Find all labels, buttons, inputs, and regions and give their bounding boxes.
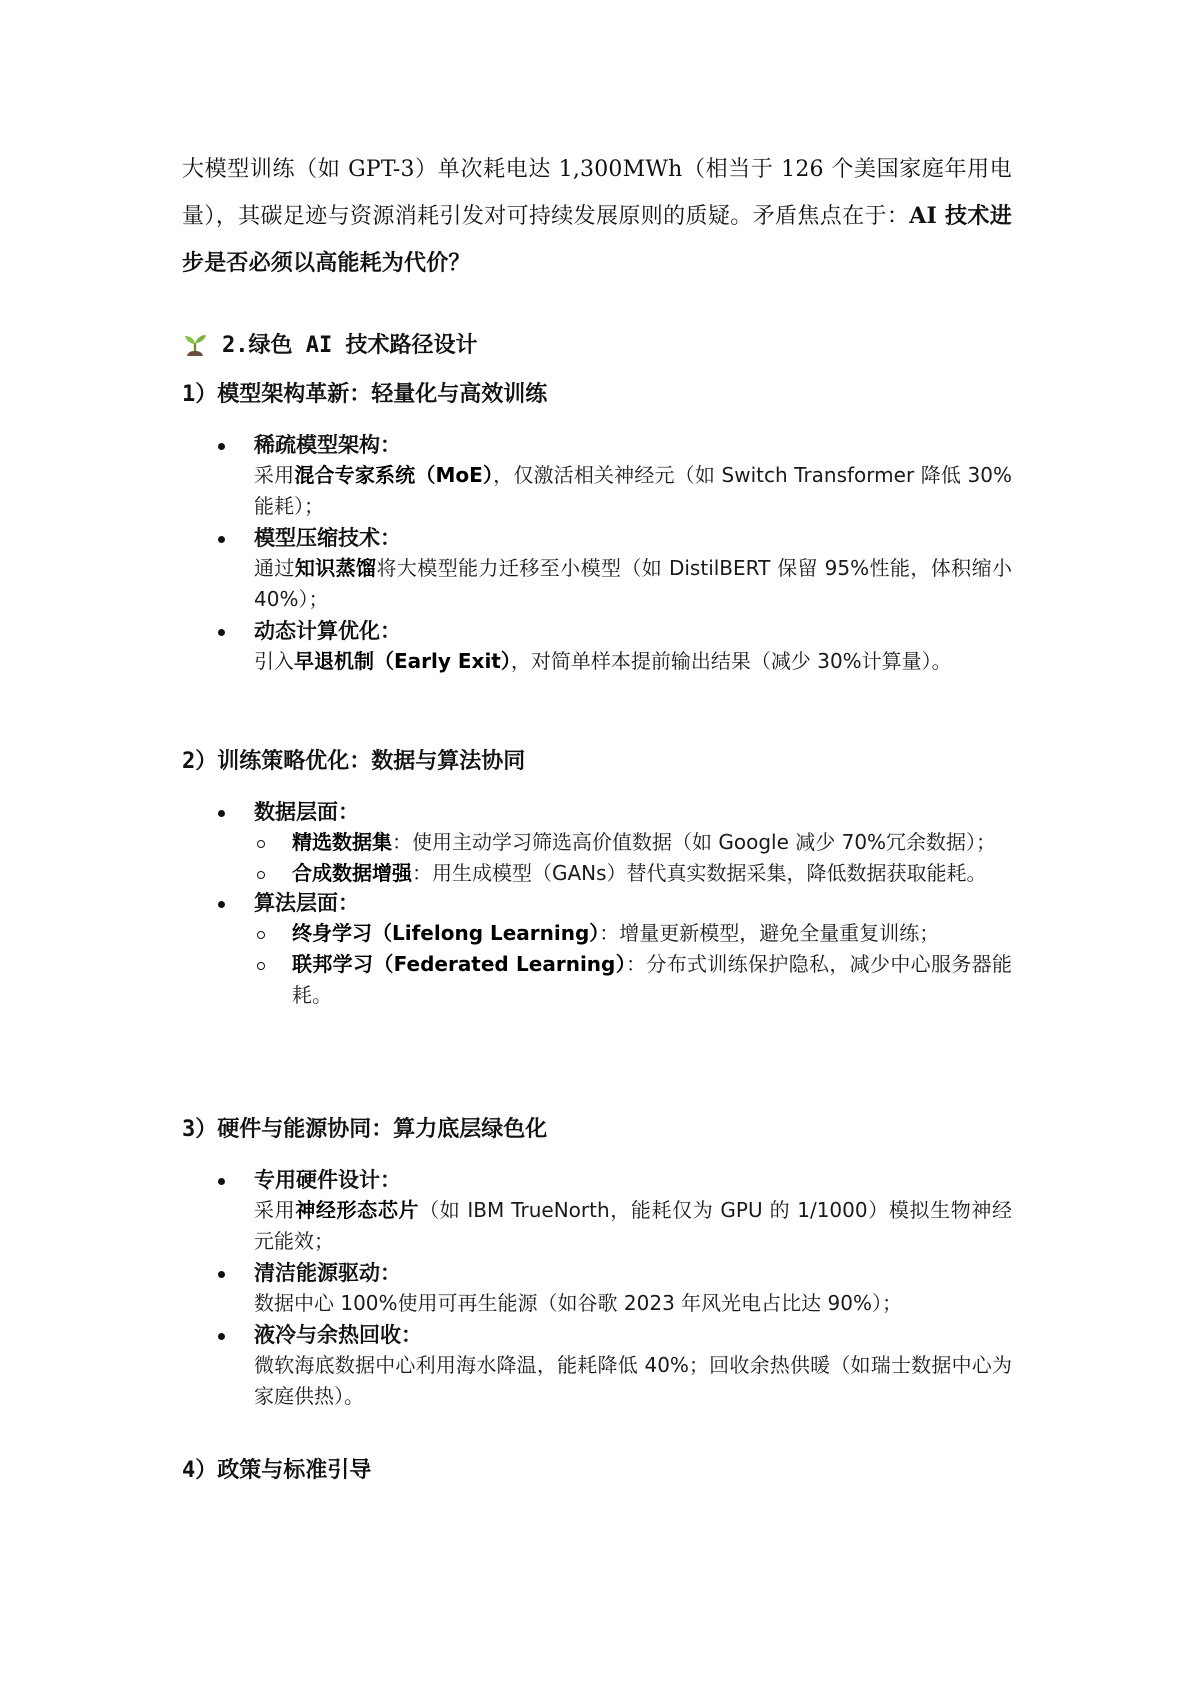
item-label: 动态计算优化： <box>254 619 401 643</box>
section-title: 2.绿色 AI 技术路径设计 <box>222 333 478 358</box>
subsection-3-title: 3）硬件与能源协同：算力底层绿色化 <box>182 1117 548 1142</box>
item-label: 模型压缩技术： <box>254 526 401 550</box>
list-item <box>218 1321 1012 1412</box>
item-label: 液冷与余热回收： <box>254 1323 422 1347</box>
subsection-2-list <box>218 798 1012 1011</box>
list-item <box>218 889 1012 1011</box>
group-label: 数据层面： <box>254 800 359 824</box>
subsection-1-list <box>218 431 1012 677</box>
item-text: 引入早退机制（Early Exit），对简单样本提前输出结果（减少 30%计算量）。 <box>254 649 952 673</box>
item-label: 稀疏模型架构： <box>254 433 401 457</box>
sub-list-item: 终身学习（Lifelong Learning）：增量更新模型，避免全量重复训练； <box>254 918 1012 949</box>
item-text: 采用混合专家系统（MoE），仅激活相关神经元（如 Switch Transformer 降低 30%能耗）； <box>254 463 1013 518</box>
item-text: 通过知识蒸馏将大模型能力迁移至小模型（如 DistilBERT 保留 95%性能，体积缩小 40%）； <box>254 556 1013 611</box>
intro-text: 大模型训练（如 GPT-3）单次耗电达 1,300MWh（相当于 126 个美国家庭年用电量），其碳足迹与资源消耗引发对可持续发展原则的质疑。矛盾焦点在于： <box>182 157 1012 229</box>
list-item <box>218 617 1012 677</box>
subsection-1-title: 1）模型架构革新：轻量化与高效训练 <box>182 382 548 407</box>
sub-list-item: 合成数据增强：用生成模型（GANs）替代真实数据采集，降低数据获取能耗。 <box>254 858 1012 889</box>
item-label: 专用硬件设计： <box>254 1168 401 1192</box>
sub-list-item: 联邦学习（Federated Learning）：分布式训练保护隐私，减少中心服务器能耗。 <box>254 949 1012 1011</box>
intro-paragraph <box>182 146 1012 287</box>
sub-list <box>254 827 1012 889</box>
subsection-2-title: 2）训练策略优化：数据与算法协同 <box>182 749 526 774</box>
group-label: 算法层面： <box>254 891 359 915</box>
list-item <box>218 524 1012 615</box>
item-label: 清洁能源驱动： <box>254 1261 401 1285</box>
list-item <box>218 798 1012 889</box>
sprout-icon <box>182 331 208 357</box>
list-item <box>218 431 1012 522</box>
item-text: 微软海底数据中心利用海水降温，能耗降低 40%；回收余热供暖（如瑞士数据中心为家庭供热）。 <box>254 1353 1012 1408</box>
section-heading <box>182 328 477 359</box>
sub-list-item: 精选数据集：使用主动学习筛选高价值数据（如 Google 减少 70%冗余数据）； <box>254 827 1012 858</box>
subsection-3-list <box>218 1166 1012 1412</box>
intro-bold-question: AI 技术进步是否必须以高能耗为代价？ <box>182 203 1012 276</box>
list-item <box>218 1166 1012 1257</box>
item-text: 采用神经形态芯片（如 IBM TrueNorth，能耗仅为 GPU 的 1/1000）模拟生物神经元能效； <box>254 1198 1013 1253</box>
sub-list <box>254 918 1012 1011</box>
list-item <box>218 1259 1012 1319</box>
item-text: 数据中心 100%使用可再生能源（如谷歌 2023 年风光电占比达 90%）； <box>254 1291 902 1315</box>
subsection-4-title: 4）政策与标准引导 <box>182 1458 372 1483</box>
